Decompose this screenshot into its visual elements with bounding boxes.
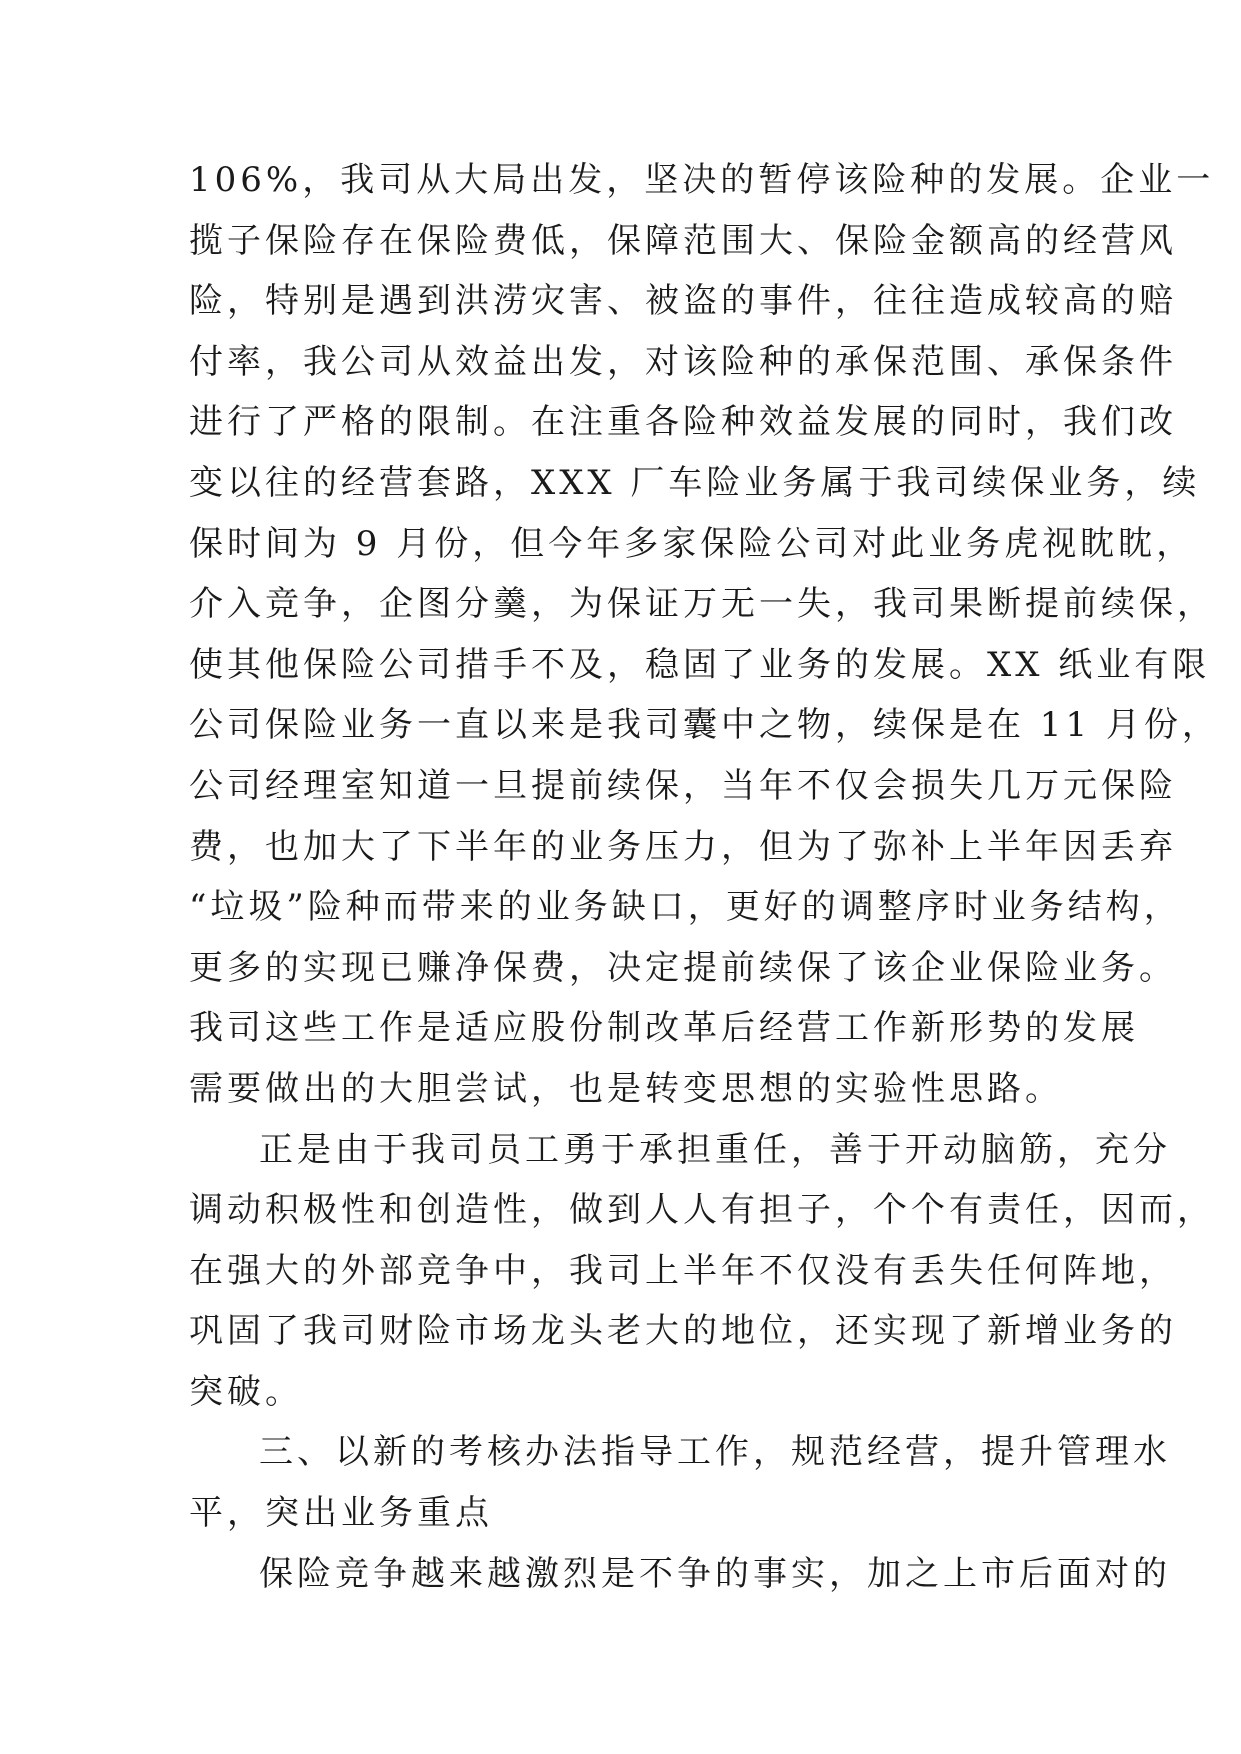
text-line: 我司这些工作是适应股份制改革后经营工作新形势的发展 <box>189 1008 1139 1049</box>
section-heading-line: 三、以新的考核办法指导工作，规范经营，提升管理水 <box>259 1432 1171 1473</box>
text-line: 险，特别是遇到洪涝灾害、被盗的事件，往往造成较高的赔 <box>189 281 1177 322</box>
text-line: 更多的实现已赚净保费，决定提前续保了该企业保险业务。 <box>189 947 1177 988</box>
section-heading-line: 平，突出业务重点 <box>189 1493 493 1534</box>
text-line: 使其他保险公司措手不及，稳固了业务的发展。XX 纸业有限 <box>189 644 1211 685</box>
body-text <box>189 150 1220 1604</box>
text-line: 介入竞争，企图分羹，为保证万无一失，我司果断提前续保， <box>189 584 1215 625</box>
text-line: 巩固了我司财险市场龙头老大的地位，还实现了新增业务的 <box>189 1311 1177 1352</box>
text-line: 揽子保险存在保险费低，保障范围大、保险金额高的经营风 <box>189 220 1177 261</box>
text-line: 费，也加大了下半年的业务压力，但为了弥补上半年因丢弃 <box>189 826 1177 867</box>
text-line: 付率，我公司从效益出发，对该险种的承保范围、承保条件 <box>189 341 1177 382</box>
text-line: 突破。 <box>189 1371 303 1412</box>
paragraph-start-line: 保险竞争越来越激烈是不争的事实，加之上市后面对的 <box>259 1553 1171 1594</box>
paragraph-start-line: 正是由于我司员工勇于承担重任，善于开动脑筋，充分 <box>259 1129 1171 1170</box>
text-line: 在强大的外部竞争中，我司上半年不仅没有丢失任何阵地， <box>189 1250 1177 1291</box>
text-line: 调动积极性和创造性，做到人人有担子，个个有责任，因而， <box>189 1190 1215 1231</box>
text-line: “垃圾”险种而带来的业务缺口，更好的调整序时业务结构， <box>189 887 1182 928</box>
text-line: 公司保险业务一直以来是我司囊中之物，续保是在 11 月份， <box>189 705 1220 746</box>
text-line: 进行了严格的限制。在注重各险种效益发展的同时，我们改 <box>189 402 1177 443</box>
text-line: 保时间为 9 月份，但今年多家保险公司对此业务虎视眈眈， <box>189 523 1195 564</box>
text-line: 公司经理室知道一旦提前续保，当年不仅会损失几万元保险 <box>189 765 1177 806</box>
text-line: 需要做出的大胆尝试，也是转变思想的实验性思路。 <box>189 1068 1063 1109</box>
text-line: 106%，我司从大局出发，坚决的暂停该险种的发展。企业一 <box>189 160 1215 200</box>
text-line: 变以往的经营套路，XXX 厂车险业务属于我司续保业务，续 <box>189 462 1201 503</box>
